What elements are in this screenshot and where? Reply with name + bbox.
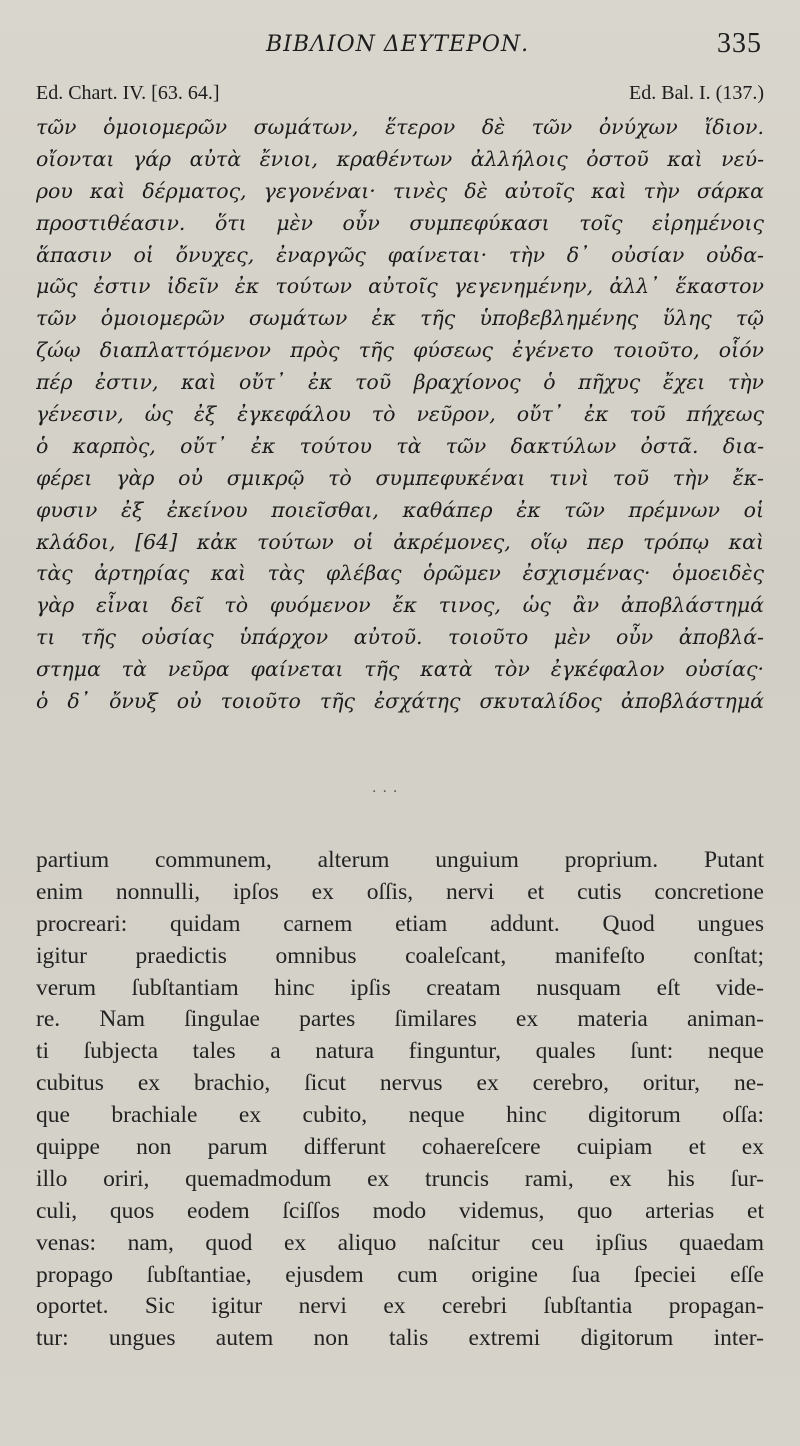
greek-text-line: τῶν ὁμοιομερῶν σωμάτων, ἕτερον δὲ τῶν ὀνύχων ἴδιον.	[36, 115, 764, 139]
greek-text-line: μῶς ἐστιν ἰδεῖν ἐκ τούτων αὐτοῖς γεγενημένην, ἀλλ᾽ ἕκαστον	[36, 274, 764, 299]
greek-text-line: ἅπασιν οἱ ὄνυχες, ἐναργῶς φαίνεται· τὴν δ᾽ οὐσίαν οὐδα-	[36, 242, 764, 267]
latin-text-line: cubitus ex brachio, ſicut nervus ex cerebro, oritur, ne-	[36, 1070, 764, 1097]
greek-text-line: γένεσιν, ὡς ἐξ ἐγκεφάλου τὸ νεῦρον, οὔτ᾽ ἐκ τοῦ πήχεως	[36, 402, 764, 427]
latin-text-line: que brachiale ex cubito, neque hinc digitorum oſſa:	[36, 1102, 764, 1129]
section-divider: ···	[372, 784, 404, 800]
greek-text-line: τι τῆς οὐσίας ὑπάρχον αὐτοῦ. τοιοῦτο μὲν οὖν ἀποβλά-	[36, 625, 764, 650]
greek-text-line: κλάδοι, [64] κἀκ τούτων οἱ ἀκρέμονες, οἵῳ περ τρόπῳ καὶ	[36, 529, 764, 554]
running-title: BIBΛΙΟΝ ΔΕΥΤΕΡΟΝ.	[266, 32, 530, 57]
greek-text-line: στημα τὰ νεῦρα φαίνεται τῆς κατὰ τὸν ἐγκέφαλον οὐσίας·	[36, 657, 764, 682]
latin-text-line: procreari: quidam carnem etiam addunt. Quod ungues	[36, 910, 764, 937]
greek-text-line: ὁ καρπὸς, οὔτ᾽ ἐκ τούτου τὰ τῶν δακτύλων ὀστᾶ. δια-	[36, 433, 764, 458]
latin-text-line: quippe non parum differunt cohaereſcere cuipiam et ex	[36, 1134, 764, 1161]
greek-text-block	[36, 112, 764, 718]
latin-text-line: tur: ungues autem non talis extremi digitorum inter-	[36, 1325, 764, 1352]
greek-text-line: ρου καὶ δέρματος, γεγονέναι· τινὲς δὲ αὐτοῖς καὶ τὴν σάρκα	[36, 178, 764, 203]
greek-text-line: τῶν ὁμοιομερῶν σωμάτων ἐκ τῆς ὑποβεβλημένης ὕλης τῷ	[36, 306, 764, 331]
greek-text-line: γὰρ εἶναι δεῖ τὸ φυόμενον ἔκ τινος, ὡς ἂν ἀποβλάστημά	[36, 593, 764, 618]
greek-text-line: προστιθέασιν. ὅτι μὲν οὖν συμπεφύκασι τοῖς εἰρημένοις	[36, 210, 764, 235]
latin-text-line: venas: nam, quod ex aliquo naſcitur ceu ipſius quaedam	[36, 1229, 764, 1256]
greek-text-line: φυσιν ἐξ ἐκείνου ποιεῖσθαι, καθάπερ ἐκ τῶν πρέμνων οἱ	[36, 497, 764, 522]
page-number: 335	[717, 28, 762, 59]
latin-text-line: ti ſubjecta tales a natura finguntur, quales ſunt: neque	[36, 1038, 764, 1065]
running-head	[36, 28, 764, 68]
latin-text-line: culi, quos eodem ſciſſos modo videmus, quo arterias et	[36, 1197, 764, 1224]
latin-text-line: re. Nam ſingulae partes ſimilares ex materia animan-	[36, 1006, 764, 1033]
latin-text-line: partium communem, alterum unguium proprium. Putant	[36, 847, 764, 873]
latin-text-line: enim nonnulli, ipſos ex oſſis, nervi et cutis concretione	[36, 878, 764, 905]
edition-bal-reference: Ed. Bal. I. (137.)	[629, 82, 764, 104]
greek-text-line: ὁ δ᾽ ὄνυξ οὐ τοιοῦτο τῆς ἐσχάτης σκυταλίδος ἀποβλάστημά	[36, 689, 764, 714]
edition-references	[36, 82, 764, 112]
latin-text-line: propago ſubſtantiae, ejusdem cum origine ſua ſpeciei eſſe	[36, 1261, 764, 1288]
latin-text-line: illo oriri, quemadmodum ex truncis rami, ex his ſur-	[36, 1165, 764, 1192]
latin-text-line: verum ſubſtantiam hinc ipſis creatam nusquam eſt vide-	[36, 974, 764, 1001]
latin-text-line: igitur praedictis omnibus coaleſcant, manifeſto conſtat;	[36, 942, 764, 969]
edition-chart-reference: Ed. Chart. IV. [63. 64.]	[36, 82, 220, 104]
greek-text-line: ζώῳ διαπλαττόμενον πρὸς τῆς φύσεως ἐγένετο τοιοῦτο, οἷόν	[36, 338, 764, 363]
greek-text-line: φέρει γὰρ οὐ σμικρῷ τὸ συμπεφυκέναι τινὶ τοῦ τὴν ἔκ-	[36, 465, 764, 490]
latin-text-line: oportet. Sic igitur nervi ex cerebri ſubſtantia propagan-	[36, 1293, 764, 1320]
greek-text-line: οἴονται γάρ αὐτὰ ἔνιοι, κραθέντων ἀλλήλοις ὀστοῦ καὶ νεύ-	[36, 146, 764, 171]
greek-text-line: τὰς ἀρτηρίας καὶ τὰς φλέβας ὁρῶμεν ἐσχισμένας· ὁμοειδὲς	[36, 561, 764, 586]
greek-text-line: πέρ ἐστιν, καὶ οὔτ᾽ ἐκ τοῦ βραχίονος ὁ πῆχυς ἔχει τὴν	[36, 370, 764, 395]
latin-text-block	[36, 845, 764, 1355]
